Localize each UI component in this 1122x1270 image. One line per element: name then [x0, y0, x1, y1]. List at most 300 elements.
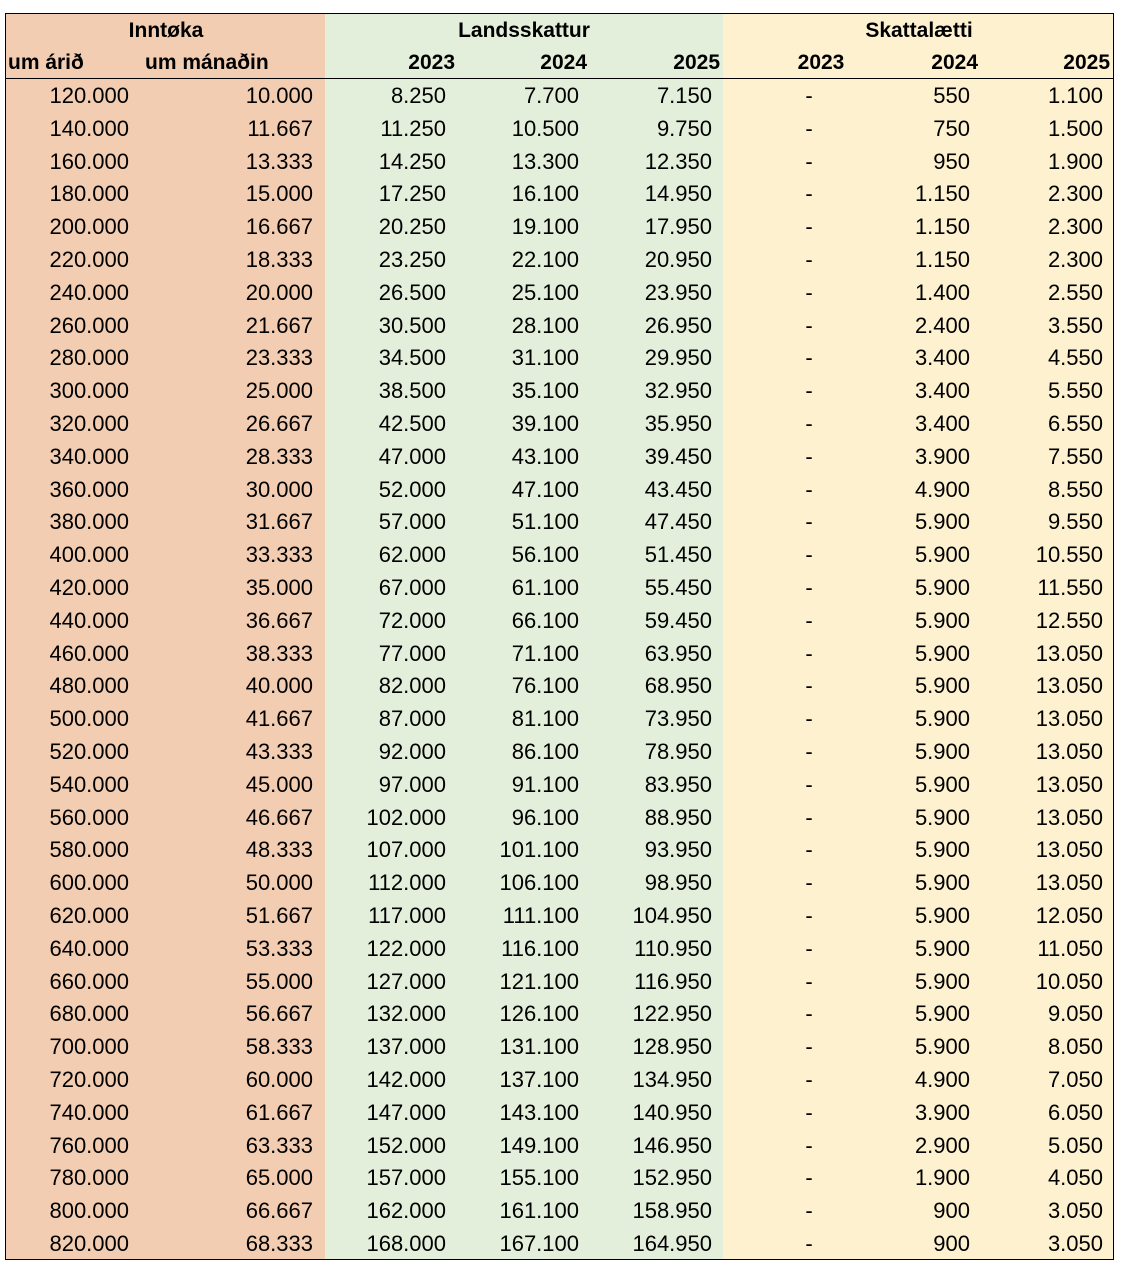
land-tax-2023-cell: 132.000 — [366, 1001, 446, 1027]
yearly-income-cell: 160.000 — [49, 148, 129, 174]
table-row — [6, 506, 1113, 539]
monthly-income-cell: 45.000 — [245, 771, 313, 797]
tax-relief-2025-cell: 2.300 — [1047, 246, 1103, 272]
tax-relief-2024-cell: 1.150 — [914, 181, 970, 207]
land-tax-2024-cell: 10.500 — [511, 115, 579, 141]
tax-relief-2023-cell: - — [805, 607, 813, 633]
monthly-income-cell: 36.667 — [245, 607, 313, 633]
tax-relief-2023-cell: - — [805, 476, 813, 502]
income-group-header: Inntøka — [128, 19, 204, 42]
monthly-income-cell: 61.667 — [245, 1099, 313, 1125]
land-tax-2025-cell: 122.950 — [632, 1001, 712, 1027]
monthly-income-cell: 23.333 — [245, 345, 313, 371]
tax-relief-2025-cell: 11.050 — [1037, 935, 1103, 961]
tax-relief-2023-cell: - — [805, 968, 813, 994]
land-tax-2025-cell: 9.750 — [656, 115, 712, 141]
table-row — [6, 1130, 1113, 1163]
land-tax-2024-cell: 43.100 — [511, 443, 579, 469]
tax-relief-2023-cell: - — [805, 1034, 813, 1060]
land-tax-2023-cell: 157.000 — [366, 1165, 446, 1191]
monthly-income-cell: 50.000 — [245, 870, 313, 896]
land-tax-2025-cell: 63.950 — [644, 640, 712, 666]
monthly-income-cell: 43.333 — [245, 738, 313, 764]
yearly-income-cell: 600.000 — [49, 870, 129, 896]
tax-relief-2023-cell: - — [805, 870, 813, 896]
land-tax-2024-cell: 155.100 — [499, 1165, 579, 1191]
table-row — [6, 802, 1113, 835]
monthly-income-cell: 10.000 — [245, 83, 313, 108]
land-tax-2025-cell: 98.950 — [644, 870, 712, 896]
tax-relief-2025-cell: 3.050 — [1047, 1198, 1103, 1224]
yearly-income-cell: 740.000 — [49, 1099, 129, 1125]
yearly-income-cell: 280.000 — [49, 345, 129, 371]
land-tax-2023-cell: 92.000 — [378, 738, 446, 764]
tax-relief-2025-cell: 3.550 — [1047, 312, 1103, 338]
land-tax-2025-cell: 20.950 — [644, 246, 712, 272]
table-row — [6, 638, 1113, 671]
land-tax-2024-cell: 22.100 — [511, 246, 579, 272]
land-tax-2023-cell: 152.000 — [366, 1132, 446, 1158]
yearly-income-cell: 700.000 — [49, 1034, 129, 1060]
land-tax-2024-cell: 19.100 — [511, 214, 579, 240]
land-tax-2024-cell: 121.100 — [499, 968, 579, 994]
tax-relief-2025-cell: 2.550 — [1047, 279, 1103, 305]
tax-relief-2025-cell: 4.050 — [1047, 1165, 1103, 1191]
monthly-income-cell: 60.000 — [245, 1066, 313, 1092]
monthly-income-cell: 11.667 — [247, 115, 313, 141]
land-tax-2023-cell: 147.000 — [366, 1099, 446, 1125]
land-tax-2024-cell: 71.100 — [511, 640, 579, 666]
monthly-income-cell: 51.667 — [245, 902, 313, 928]
tax-relief-2025-cell: 2.300 — [1047, 214, 1103, 240]
table-row — [6, 1162, 1113, 1195]
yearly-income-cell: 480.000 — [49, 673, 129, 699]
tax-relief-2024-cell: 3.400 — [914, 410, 970, 436]
land-tax-2023-cell: 17.250 — [378, 181, 446, 207]
land-tax-2024-cell: 91.100 — [511, 771, 579, 797]
land-tax-2025-cell: 140.950 — [632, 1099, 712, 1125]
land-tax-2023-cell: 137.000 — [366, 1034, 446, 1060]
tax-relief-2024-cell: 5.900 — [914, 1034, 970, 1060]
yearly-income-cell: 500.000 — [49, 706, 129, 732]
land-tax-2023-cell: 77.000 — [378, 640, 446, 666]
land-tax-2024-cell: 76.100 — [511, 673, 579, 699]
monthly-income-cell: 68.333 — [245, 1230, 313, 1256]
land-tax-2024-cell: 61.100 — [511, 574, 579, 600]
table-row — [6, 1097, 1113, 1130]
tax-relief-2024-cell: 750 — [933, 115, 970, 141]
yearly-income-header: um árið — [8, 51, 84, 74]
tax-relief-2023-cell: - — [805, 640, 813, 666]
land-tax-2024-cell: 101.100 — [499, 837, 579, 863]
land-tax-2023-cell: 87.000 — [378, 706, 446, 732]
tax-relief-2024-cell: 3.400 — [914, 345, 970, 371]
monthly-income-cell: 18.333 — [245, 246, 313, 272]
land-tax-2024-cell: 31.100 — [511, 345, 579, 371]
table-row — [6, 539, 1113, 572]
table-row — [6, 408, 1113, 441]
land-tax-2023-cell: 14.250 — [378, 148, 446, 174]
tax-relief-2024-cell: 2.900 — [914, 1132, 970, 1158]
tax-relief-2025-cell: 13.050 — [1035, 771, 1103, 797]
land-tax-2023-cell: 112.000 — [368, 870, 446, 896]
tax-relief-2023-cell: - — [805, 574, 813, 600]
tax-relief-2025-cell: 2.300 — [1047, 181, 1103, 207]
land-tax-2023-cell: 52.000 — [378, 476, 446, 502]
table-row — [6, 375, 1113, 408]
monthly-income-header: um mánaðin — [145, 51, 269, 74]
tax-relief-2023-cell: - — [805, 1066, 813, 1092]
tax-relief-2024-cell: 5.900 — [914, 968, 970, 994]
land-tax-2023-cell: 26.500 — [378, 279, 446, 305]
land-tax-2023-cell: 47.000 — [378, 443, 446, 469]
tax-relief-2024-cell: 5.900 — [914, 935, 970, 961]
yearly-income-cell: 640.000 — [49, 935, 129, 961]
yearly-income-cell: 120.000 — [49, 83, 129, 108]
land-tax-group-header: Landsskattur — [458, 19, 590, 42]
land-tax-2024-cell: 86.100 — [511, 738, 579, 764]
header-divider — [6, 78, 1113, 79]
land-tax-2025-cell: 55.450 — [644, 574, 712, 600]
monthly-income-cell: 20.000 — [245, 279, 313, 305]
table-row — [6, 605, 1113, 638]
table-row — [6, 211, 1113, 244]
table-row — [6, 966, 1113, 999]
table-row — [6, 113, 1113, 146]
tax-relief-2023-cell: - — [805, 935, 813, 961]
land-tax-2025-cell: 35.950 — [644, 410, 712, 436]
land-tax-2024-cell: 7.700 — [523, 83, 579, 108]
monthly-income-cell: 46.667 — [245, 804, 313, 830]
land-tax-2024-cell: 106.100 — [499, 870, 579, 896]
table-row — [6, 178, 1113, 211]
land-tax-2025-cell: 152.950 — [632, 1165, 712, 1191]
tax-relief-2023-cell: - — [805, 115, 813, 141]
tax-relief-2024-cell: 5.900 — [914, 574, 970, 600]
land-tax-2024-cell: 137.100 — [499, 1066, 579, 1092]
land-tax-2025-cell: 83.950 — [644, 771, 712, 797]
tax-relief-2025-cell: 13.050 — [1035, 738, 1103, 764]
land-tax-2025-cell: 7.150 — [656, 83, 712, 108]
tax-relief-2024-cell: 3.400 — [914, 378, 970, 404]
monthly-income-cell: 40.000 — [245, 673, 313, 699]
tax-relief-2025-cell: 12.550 — [1035, 607, 1103, 633]
tax-relief-group-header: Skattalætti — [865, 19, 973, 42]
yearly-income-cell: 520.000 — [49, 738, 129, 764]
land-tax-2025-cell: 68.950 — [644, 673, 712, 699]
monthly-income-cell: 31.667 — [245, 509, 313, 535]
monthly-income-cell: 35.000 — [245, 574, 313, 600]
tax-relief-2023-cell: - — [805, 673, 813, 699]
yearly-income-cell: 340.000 — [49, 443, 129, 469]
tax-relief-2023-cell: - — [805, 279, 813, 305]
land-tax-2024-cell: 131.100 — [499, 1034, 579, 1060]
tax-relief-2025-cell: 5.050 — [1047, 1132, 1103, 1158]
tax-relief-2025-cell: 6.550 — [1047, 410, 1103, 436]
tax-relief-2024-cell: 5.900 — [914, 738, 970, 764]
tax-relief-2023-cell: - — [805, 83, 813, 108]
tax-relief-2025-cell: 1.900 — [1047, 148, 1103, 174]
monthly-income-cell: 63.333 — [245, 1132, 313, 1158]
yearly-income-cell: 300.000 — [49, 378, 129, 404]
tax-relief-2024-cell: 950 — [933, 148, 970, 174]
yearly-income-cell: 260.000 — [49, 312, 129, 338]
tax-relief-2023-cell: - — [805, 214, 813, 240]
table-row — [6, 310, 1113, 343]
tax-relief-2023-cell: - — [805, 771, 813, 797]
land-tax-2024-cell: 161.100 — [499, 1198, 579, 1224]
land-tax-2025-cell: 29.950 — [644, 345, 712, 371]
table-row — [6, 80, 1113, 113]
land-tax-2025-cell: 23.950 — [644, 279, 712, 305]
tax-relief-2025-cell: 13.050 — [1035, 837, 1103, 863]
table-row — [6, 769, 1113, 802]
tax-relief-2024-cell: 1.150 — [914, 214, 970, 240]
monthly-income-cell: 33.333 — [245, 542, 313, 568]
tax-relief-2025-cell: 1.500 — [1047, 115, 1103, 141]
land-tax-2025-cell: 51.450 — [644, 542, 712, 568]
land-tax-2024-cell: 116.100 — [501, 935, 579, 961]
tax-relief-2023-cell: - — [805, 312, 813, 338]
yearly-income-cell: 760.000 — [49, 1132, 129, 1158]
yearly-income-cell: 320.000 — [49, 410, 129, 436]
land-tax-2023-cell: 57.000 — [378, 509, 446, 535]
land-tax-2025-cell: 164.950 — [632, 1230, 712, 1256]
tax-relief-2024-cell: 5.900 — [914, 607, 970, 633]
table-row — [6, 1195, 1113, 1228]
tax-relief-2023-cell: - — [805, 345, 813, 371]
land-tax-2025-cell: 12.350 — [644, 148, 712, 174]
monthly-income-cell: 53.333 — [245, 935, 313, 961]
land-tax-2023-cell: 102.000 — [366, 804, 446, 830]
tax-relief-2025-cell: 5.550 — [1047, 378, 1103, 404]
table-row — [6, 834, 1113, 867]
tax-relief-2024-cell: 5.900 — [914, 509, 970, 535]
land-tax-2024-cell: 81.100 — [511, 706, 579, 732]
land-tax-2024-cell: 126.100 — [499, 1001, 579, 1027]
yearly-income-cell: 800.000 — [49, 1198, 129, 1224]
table-row — [6, 146, 1113, 179]
land-tax-2024-cell: 66.100 — [511, 607, 579, 633]
land-tax-2025-cell: 93.950 — [644, 837, 712, 863]
tax-relief-2024-cell: 1.900 — [914, 1165, 970, 1191]
land-tax-2023-cell: 142.000 — [366, 1066, 446, 1092]
yearly-income-cell: 420.000 — [49, 574, 129, 600]
land-tax-2025-cell: 73.950 — [644, 706, 712, 732]
tax-relief-2025-cell: 13.050 — [1035, 706, 1103, 732]
table-row — [6, 1064, 1113, 1097]
tax-table — [5, 13, 1114, 1260]
land-tax-2025-cell: 39.450 — [644, 443, 712, 469]
tax-relief-2025-cell: 13.050 — [1035, 870, 1103, 896]
tax-relief-2023-cell: - — [805, 1099, 813, 1125]
land-tax-2025-cell: 134.950 — [632, 1066, 712, 1092]
tax-relief-2025-cell: 11.550 — [1037, 574, 1103, 600]
land-tax-2024-cell: 16.100 — [511, 181, 579, 207]
land-tax-2024-cell: 35.100 — [511, 378, 579, 404]
land-tax-2025-cell: 128.950 — [632, 1034, 712, 1060]
monthly-income-cell: 56.667 — [245, 1001, 313, 1027]
tax-relief-2023-cell: - — [805, 1198, 813, 1224]
land-tax-2025-cell: 104.950 — [632, 902, 712, 928]
land-tax-2023-cell: 82.000 — [378, 673, 446, 699]
tax-relief-2024-cell: 5.900 — [914, 804, 970, 830]
land-tax-2024-cell: 111.100 — [502, 902, 579, 928]
monthly-income-cell: 15.000 — [245, 181, 313, 207]
tax-relief-2024-cell: 5.900 — [914, 673, 970, 699]
yearly-income-cell: 820.000 — [49, 1230, 129, 1256]
land-tax-2023-cell: 67.000 — [378, 574, 446, 600]
tax-relief-2023-cell: - — [805, 181, 813, 207]
tax-relief-2025-cell: 8.050 — [1047, 1034, 1103, 1060]
land-tax-2025-cell: 17.950 — [644, 214, 712, 240]
monthly-income-cell: 65.000 — [245, 1165, 313, 1191]
land-tax-2023-cell: 168.000 — [366, 1230, 446, 1256]
land-tax-2023-cell: 97.000 — [378, 771, 446, 797]
yearly-income-cell: 240.000 — [49, 279, 129, 305]
land-tax-2024-cell: 96.100 — [511, 804, 579, 830]
land-tax-2023-cell: 72.000 — [378, 607, 446, 633]
tax-relief-2023-cell: - — [805, 706, 813, 732]
land-tax-2023-header: 2023 — [408, 51, 455, 74]
land-tax-2025-cell: 59.450 — [644, 607, 712, 633]
tax-relief-2025-cell: 13.050 — [1035, 673, 1103, 699]
tax-relief-2024-cell: 900 — [933, 1230, 970, 1256]
tax-relief-2024-cell: 900 — [933, 1198, 970, 1224]
yearly-income-cell: 460.000 — [49, 640, 129, 666]
land-tax-2023-cell: 38.500 — [378, 378, 446, 404]
table-row — [6, 703, 1113, 736]
monthly-income-cell: 66.667 — [245, 1198, 313, 1224]
yearly-income-cell: 380.000 — [49, 509, 129, 535]
tax-relief-2023-cell: - — [805, 837, 813, 863]
tax-relief-2023-cell: - — [805, 509, 813, 535]
yearly-income-cell: 580.000 — [49, 837, 129, 863]
land-tax-2025-cell: 26.950 — [644, 312, 712, 338]
tax-relief-2024-cell: 5.900 — [914, 837, 970, 863]
tax-relief-2025-cell: 3.050 — [1047, 1230, 1103, 1256]
land-tax-2024-cell: 39.100 — [511, 410, 579, 436]
land-tax-2024-cell: 143.100 — [499, 1099, 579, 1125]
tax-relief-2024-cell: 5.900 — [914, 1001, 970, 1027]
yearly-income-cell: 440.000 — [49, 607, 129, 633]
tax-relief-2024-cell: 5.900 — [914, 870, 970, 896]
tax-relief-2024-cell: 550 — [933, 83, 970, 108]
tax-relief-2025-cell: 9.550 — [1047, 509, 1103, 535]
land-tax-2023-cell: 34.500 — [378, 345, 446, 371]
tax-relief-2023-cell: - — [805, 378, 813, 404]
yearly-income-cell: 140.000 — [49, 115, 129, 141]
tax-relief-2025-cell: 13.050 — [1035, 640, 1103, 666]
tax-relief-2025-cell: 7.550 — [1047, 443, 1103, 469]
tax-relief-2023-cell: - — [805, 1165, 813, 1191]
tax-relief-2023-cell: - — [805, 1230, 813, 1256]
table-row — [6, 736, 1113, 769]
land-tax-2024-cell: 13.300 — [511, 148, 579, 174]
yearly-income-cell: 360.000 — [49, 476, 129, 502]
tax-relief-2024-cell: 2.400 — [914, 312, 970, 338]
table-row — [6, 1031, 1113, 1064]
table-row — [6, 572, 1113, 605]
land-tax-2024-cell: 56.100 — [511, 542, 579, 568]
tax-relief-2023-cell: - — [805, 443, 813, 469]
tax-relief-2024-cell: 3.900 — [914, 443, 970, 469]
tax-relief-2024-cell: 3.900 — [914, 1099, 970, 1125]
tax-relief-2023-cell: - — [805, 246, 813, 272]
tax-relief-2025-cell: 7.050 — [1047, 1066, 1103, 1092]
yearly-income-cell: 180.000 — [49, 181, 129, 207]
tax-relief-2023-cell: - — [805, 1001, 813, 1027]
tax-relief-2024-cell: 5.900 — [914, 902, 970, 928]
land-tax-2023-cell: 8.250 — [390, 83, 446, 108]
land-tax-2023-cell: 162.000 — [366, 1198, 446, 1224]
tax-relief-2023-cell: - — [805, 410, 813, 436]
land-tax-2023-cell: 11.250 — [380, 115, 446, 141]
tax-relief-2024-cell: 5.900 — [914, 771, 970, 797]
tax-relief-2025-header: 2025 — [1063, 51, 1110, 74]
land-tax-2025-cell: 78.950 — [644, 738, 712, 764]
tax-relief-2025-cell: 10.550 — [1035, 542, 1103, 568]
tax-relief-2024-cell: 4.900 — [914, 1066, 970, 1092]
tax-relief-2025-cell: 10.050 — [1035, 968, 1103, 994]
land-tax-2023-cell: 107.000 — [366, 837, 446, 863]
tax-relief-2024-cell: 1.150 — [914, 246, 970, 272]
tax-relief-2024-cell: 1.400 — [914, 279, 970, 305]
land-tax-2024-header: 2024 — [540, 51, 587, 74]
yearly-income-cell: 720.000 — [49, 1066, 129, 1092]
yearly-income-cell: 620.000 — [49, 902, 129, 928]
table-row — [6, 900, 1113, 933]
table-row — [6, 670, 1113, 703]
table-row — [6, 933, 1113, 966]
land-tax-2024-cell: 25.100 — [511, 279, 579, 305]
yearly-income-cell: 560.000 — [49, 804, 129, 830]
tax-relief-2023-cell: - — [805, 804, 813, 830]
land-tax-2025-cell: 110.950 — [634, 935, 712, 961]
tax-relief-2024-cell: 5.900 — [914, 542, 970, 568]
tax-relief-2025-cell: 4.550 — [1047, 345, 1103, 371]
table-row — [6, 244, 1113, 277]
tax-relief-2024-header: 2024 — [931, 51, 978, 74]
monthly-income-cell: 26.667 — [245, 410, 313, 436]
monthly-income-cell: 13.333 — [245, 148, 313, 174]
land-tax-2025-cell: 43.450 — [644, 476, 712, 502]
tax-relief-2024-cell: 5.900 — [914, 706, 970, 732]
tax-relief-2025-cell: 1.100 — [1047, 83, 1103, 108]
monthly-income-cell: 55.000 — [245, 968, 313, 994]
yearly-income-cell: 400.000 — [49, 542, 129, 568]
land-tax-2023-cell: 30.500 — [378, 312, 446, 338]
yearly-income-cell: 660.000 — [49, 968, 129, 994]
monthly-income-cell: 16.667 — [245, 214, 313, 240]
monthly-income-cell: 28.333 — [245, 443, 313, 469]
land-tax-2024-cell: 51.100 — [511, 509, 579, 535]
land-tax-2023-cell: 127.000 — [366, 968, 446, 994]
tax-relief-2023-cell: - — [805, 1132, 813, 1158]
monthly-income-cell: 25.000 — [245, 378, 313, 404]
land-tax-2024-cell: 149.100 — [499, 1132, 579, 1158]
tax-relief-2024-cell: 5.900 — [914, 640, 970, 666]
land-tax-2023-cell: 42.500 — [378, 410, 446, 436]
monthly-income-cell: 58.333 — [245, 1034, 313, 1060]
land-tax-2025-cell: 14.950 — [644, 181, 712, 207]
tax-relief-2025-cell: 13.050 — [1035, 804, 1103, 830]
yearly-income-cell: 680.000 — [49, 1001, 129, 1027]
yearly-income-cell: 540.000 — [49, 771, 129, 797]
tax-relief-2023-cell: - — [805, 542, 813, 568]
tax-relief-2023-cell: - — [805, 148, 813, 174]
table-row — [6, 441, 1113, 474]
